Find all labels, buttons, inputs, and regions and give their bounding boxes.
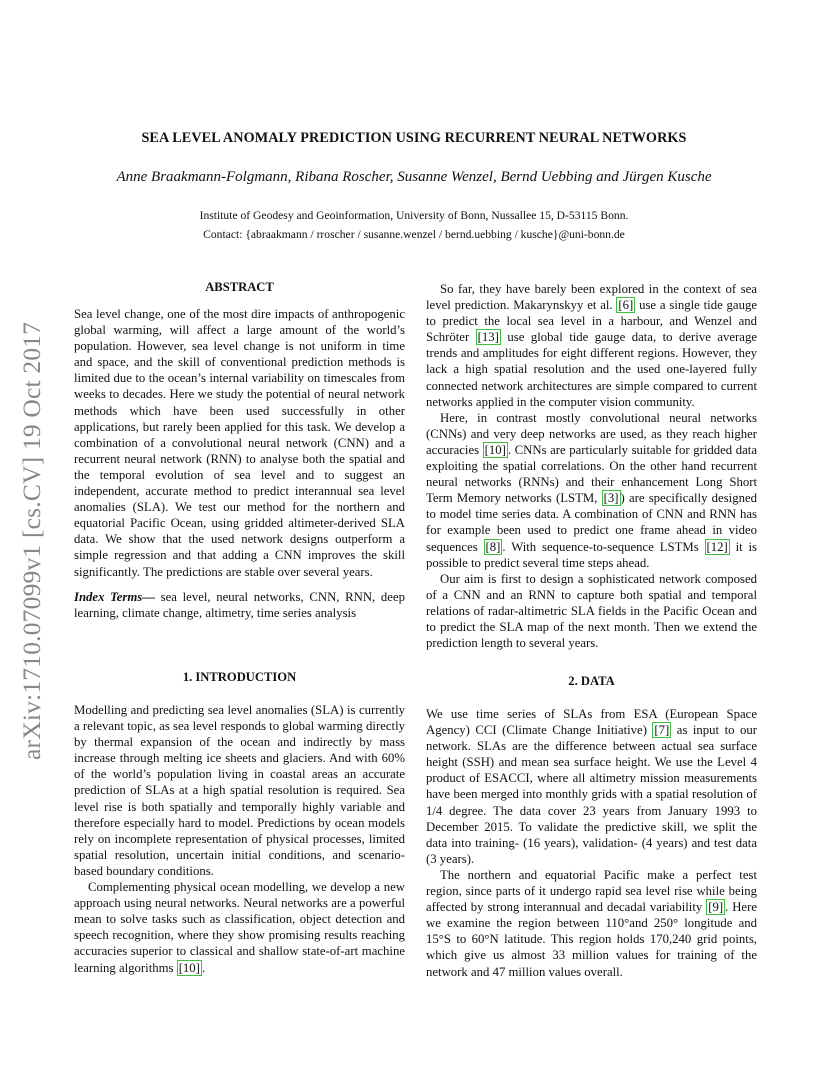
data-paragraph-2 xyxy=(426,867,757,980)
paper-title: SEA LEVEL ANOMALY PREDICTION USING RECURRENT NEURAL NETWORKS xyxy=(141,130,687,146)
abstract-text: Sea level change, one of the most dire impacts of anthropogenic global warming, will affect a large amount of the world’s population. However, sea level change is not uniform in time and space, and the skill of conventional prediction methods is limited due to the ocean’s internal variability on timescales from weeks to decades. Here we study the potential of neural network methods which have been used successfully in other applications, but rarely been applied for this task. We develop a combination of a convolutional neural network (CNN) and a recurrent neural network (RNN) to analyse both the spatial and the temporal evolution of sea level and to suggest an independent, accurate method to predict interannual sea level anomalies (SLA). We test our method for the northern and equatorial Pacific Ocean, using gridded altimeter-derived SLA data. We show that the used network designs outperform a simple regression and that adding a CNN improves the skill significantly. The predictions are stable over several years. xyxy=(74,307,405,579)
text-run: We use time series of SLAs from ESA (European Space Agency) CCI (Climate Change Initiative) xyxy=(426,707,757,738)
text-run: as input to our network. SLAs are the difference between actual sea surface height (SSH) and mean sea surface height. We use the Level 4 product of ESACCI, where all altimetry mission measurements have been merged into monthly grids with a spatial resolution of 1/4 degree. The data cover 23 years from January 1993 to December 2015. To validate the predictive skill, we split the data into training- (16 years), validation- (4 years) and test data (3 years). xyxy=(426,723,757,866)
citation-link[interactable]: [9] xyxy=(708,900,724,915)
text-run: . CNNs are particularly suitable for gridded data exploiting the spatial correlations. On the other hand recurrent neural networks (RNNs) and their enhancement Long Short Term Memory networks (LSTM, xyxy=(426,442,757,506)
right-paragraph-1 xyxy=(426,281,757,410)
text-run: it is possible to predict several time steps ahead. xyxy=(426,539,758,570)
citation-link[interactable]: [6] xyxy=(618,298,634,313)
citation-link[interactable]: [12] xyxy=(706,539,728,554)
text-run: ) are specifically designed to model time series data. A combination of CNN and RNN has for example been used to predict one frame ahead in video sequences xyxy=(426,491,757,554)
arxiv-identifier-stamp: arXiv:1710.07099v1 [cs.CV] 19 Oct 2017 xyxy=(17,321,46,760)
text-run: use a single tide gauge to predict the local sea level in a harbour, and Wenzel and Schröter xyxy=(426,298,757,345)
right-column-intro-continued xyxy=(426,281,757,651)
text-run: . Here we examine the region between 110°and 250° longitude and 15°S to 60°N latitude. This region holds 170,240 grid points, which give us almost 33 million values for training of the network and 47 million values overall. xyxy=(426,900,757,979)
intro-p2-text: Complementing physical ocean modelling, we develop a new approach using neural networks. Neural networks are a powerful mean to solve tasks such as classification, object detection and speech recognition, where they show promising results reaching accuracies superior to classical and shallow state-of-art machine learning algorithms xyxy=(74,880,405,975)
introduction-heading: 1. INTRODUCTION xyxy=(182,670,297,684)
index-terms-text: sea level, neural networks, CNN, RNN, deep learning, climate change, altimetry, time series analysis xyxy=(74,589,405,620)
index-terms xyxy=(74,589,405,621)
contact-emails: Contact: {abraakmann / rroscher / susanne.wenzel / bernd.uebbing / kusche}@uni-bonn.de xyxy=(203,228,625,241)
data-paragraph-1 xyxy=(426,706,757,867)
introduction-section xyxy=(74,702,405,976)
abstract-section xyxy=(74,306,405,621)
affiliation: Institute of Geodesy and Geoinformation, University of Bonn, Nussallee 15, D-53115 Bonn. xyxy=(199,209,629,222)
index-terms-label: Index Terms— xyxy=(74,589,155,604)
intro-p2-end: . xyxy=(201,960,206,975)
text-run: Here, in contrast mostly convolutional neural networks (CNNs) and very deep networks are used, as they reach higher accuracies xyxy=(426,410,757,457)
text-run: So far, they have barely been explored in the context of sea level prediction. Makarynskyy et al. xyxy=(426,282,757,313)
citation-link[interactable]: [7] xyxy=(654,723,670,738)
text-run: . With sequence-to-sequence LSTMs xyxy=(502,539,705,554)
data-section xyxy=(426,706,757,980)
introduction-paragraph-2 xyxy=(74,879,405,976)
author-list: Anne Braakmann-Folgmann, Ribana Roscher, Susanne Wenzel, Bernd Uebbing and Jürgen Kusche xyxy=(116,169,712,185)
text-run: The northern and equatorial Pacific make a perfect test region, since parts of it undergo rapid sea level rise while being affected by strong interannual and decadal variability xyxy=(426,867,757,915)
citation-link[interactable]: [10] xyxy=(178,960,200,975)
data-heading: 2. DATA xyxy=(568,674,615,688)
citation-link[interactable]: [8] xyxy=(485,539,501,554)
citation-link[interactable]: [13] xyxy=(477,330,499,345)
citation-link[interactable]: [3] xyxy=(603,491,619,506)
introduction-paragraph-1: Modelling and predicting sea level anomalies (SLA) is currently a relevant topic, as sea level responds to global warming directly by thermal expansion of the ocean and indirectly by mass increase through melting ice sheets and glaciers. And with 60% of the world’s population living in coastal areas an accurate prediction of SLAs at a high spatial resolution is required. Sea level rise is both spatially and temporally highly variable and therefore especially hard to model. Predictions by ocean models rely on incomplete representation of physical processes, limited spatial resolution, uncertain initial conditions, and scenario-based boundary conditions. xyxy=(74,703,405,878)
text-run: use global tide gauge data, to derive average trends and amplitudes for eight different regions. However, they lack a high spatial resolution and the used one-layered fully connected network architectures are simple compared to current networks applied in the computer vision community. xyxy=(426,330,757,409)
citation-link[interactable]: [10] xyxy=(484,442,506,457)
right-paragraph-2 xyxy=(426,410,757,571)
right-paragraph-3: Our aim is first to design a sophisticated network composed of a CNN and an RNN to capture both spatial and temporal relations of radar-altimetric SLA fields in the Pacific Ocean and to predict the SLA map of the next month. Then we extend the prediction length to several years. xyxy=(426,571,757,651)
abstract-heading: ABSTRACT xyxy=(205,280,274,294)
